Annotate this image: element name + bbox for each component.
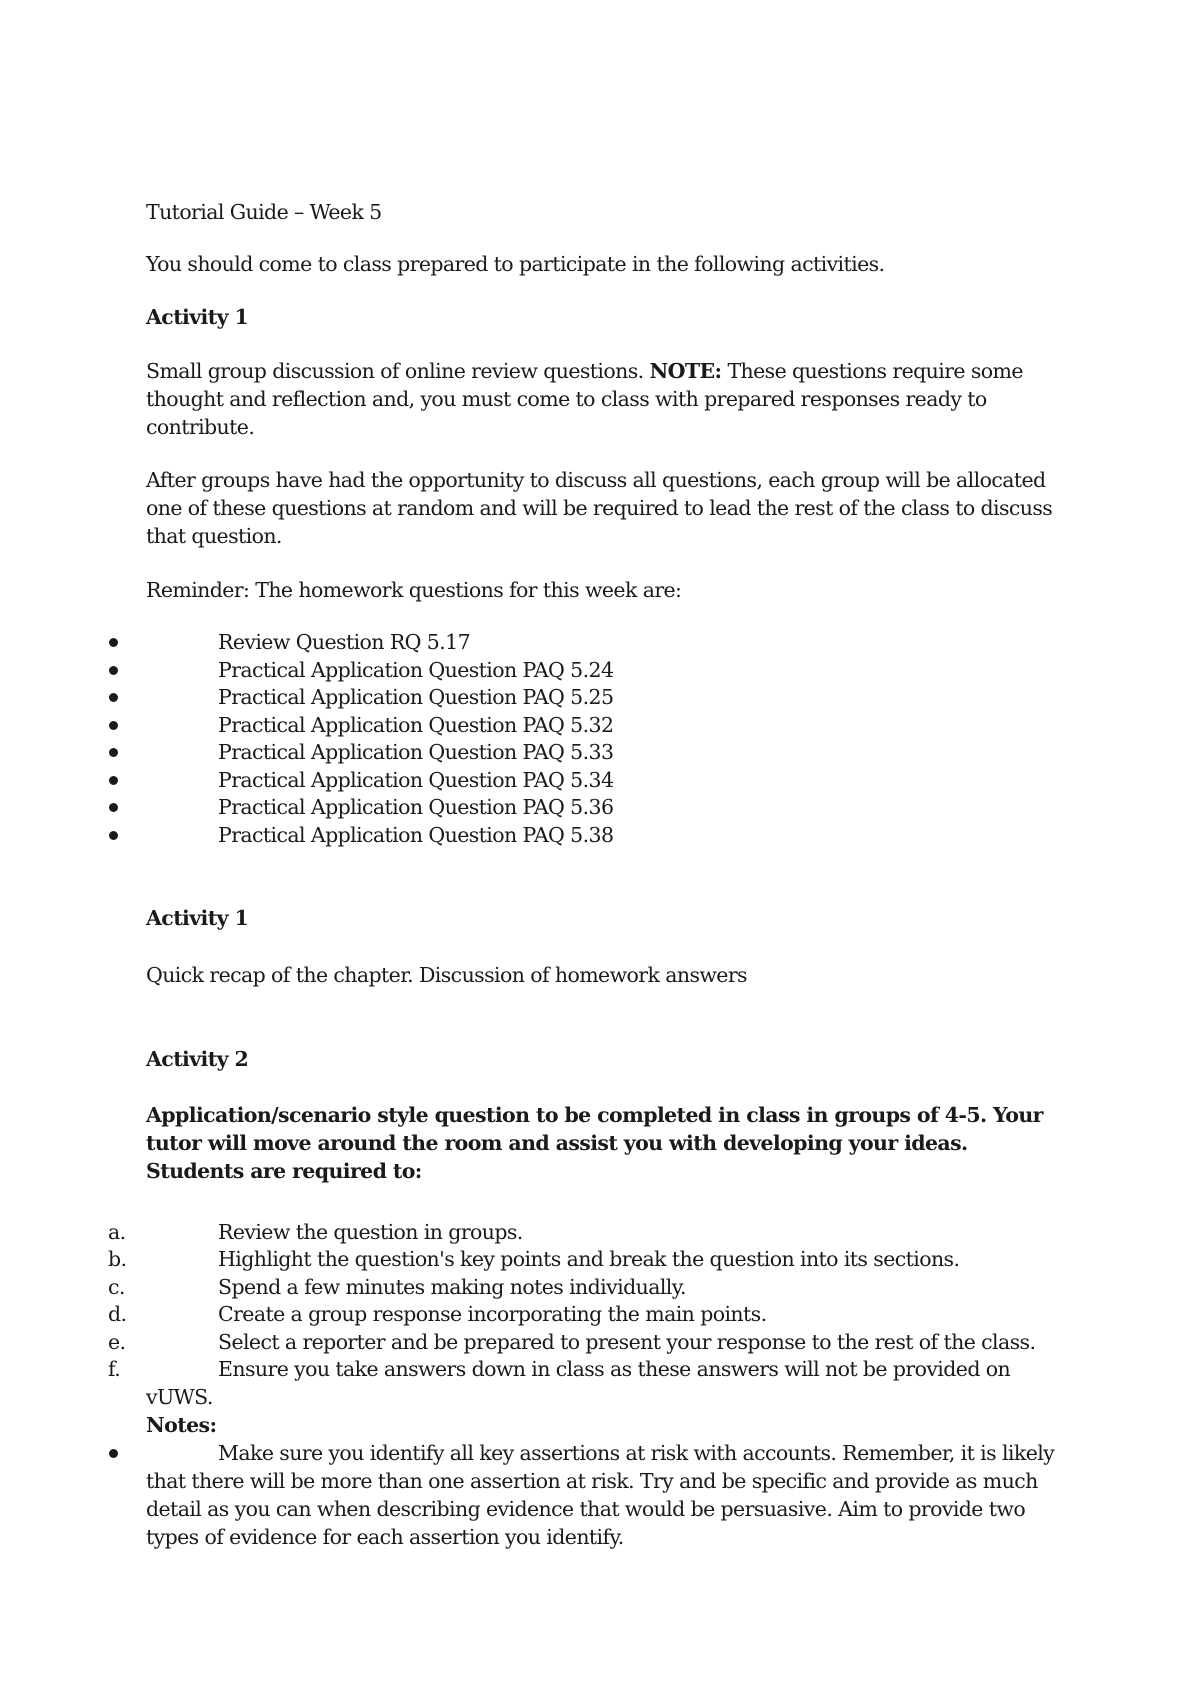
bullet-icon [109, 831, 118, 840]
step-text: Highlight the question's key points and break the question into its sections. [218, 1247, 960, 1271]
question-text: Practical Application Question PAQ 5.24 [218, 658, 614, 682]
list-item [0, 1328, 1100, 1356]
bullet-icon [109, 776, 118, 785]
note-item [0, 1439, 1100, 1551]
list-item [0, 656, 1100, 684]
activity-1-heading: Activity 1 [146, 305, 249, 329]
bullet-icon [109, 748, 118, 757]
step-label: e. [108, 1330, 126, 1354]
bullet-icon [109, 638, 118, 647]
list-item [0, 821, 1100, 849]
list-item [0, 1273, 1100, 1301]
question-text: Practical Application Question PAQ 5.25 [218, 685, 614, 709]
list-item [0, 766, 1100, 794]
notes-heading: Notes: [146, 1413, 217, 1437]
step-label: f. [108, 1357, 121, 1381]
step-text: Ensure you take answers down in class as these answers will not be provided on vUWS. [146, 1357, 1011, 1409]
step-text: Create a group response incorporating the main points. [218, 1302, 767, 1326]
note-label: NOTE: [649, 359, 722, 383]
bullet-icon [109, 666, 118, 675]
step-text: Select a reporter and be prepared to present your response to the rest of the class. [218, 1330, 1036, 1354]
question-text: Practical Application Question PAQ 5.32 [218, 713, 614, 737]
list-item [0, 1300, 1100, 1328]
list-item [0, 1218, 1100, 1246]
question-text: Practical Application Question PAQ 5.33 [218, 740, 614, 764]
list-item [0, 738, 1100, 766]
bullet-icon [109, 693, 118, 702]
reminder-text: Reminder: The homework questions for this week are: [146, 578, 682, 602]
step-text: Spend a few minutes making notes individually. [218, 1275, 686, 1299]
step-label: a. [108, 1220, 126, 1244]
list-item [0, 1355, 1100, 1411]
activity-1b-text: Quick recap of the chapter. Discussion of homework answers [146, 963, 747, 987]
intro-text: You should come to class prepared to participate in the following activities. [146, 252, 885, 276]
activity-1-paragraph-2: After groups have had the opportunity to discuss all questions, each group will be allocated one of these questions at random and will be required to lead the rest of the class to discuss that question. [146, 468, 1053, 548]
step-text: Review the question in groups. [218, 1220, 523, 1244]
list-item [0, 1245, 1100, 1273]
step-label: c. [108, 1275, 125, 1299]
activity-2-instruction: Application/scenario style question to be completed in class in groups of 4-5. Your tutor will move around the room and assist you with developing your ideas. Students are required to: [146, 1103, 1043, 1183]
list-item [0, 711, 1100, 739]
note-text: Make sure you identify all key assertions at risk with accounts. Remember, it is likely that there will be more than one assertion at risk. Try and be specific and provide as much detail as you can when describing evidence that would be persuasive. Aim to provide two types of evidence for each assertion you identify. [146, 1441, 1055, 1549]
bullet-icon [109, 721, 118, 730]
para-prefix: Small group discussion of online review questions. [146, 359, 650, 383]
question-text: Practical Application Question PAQ 5.36 [218, 795, 614, 819]
question-text: Practical Application Question PAQ 5.38 [218, 823, 614, 847]
bullet-icon [109, 803, 118, 812]
step-label: d. [108, 1302, 127, 1326]
document-title: Tutorial Guide – Week 5 [146, 200, 382, 224]
activity-1b-heading: Activity 1 [146, 906, 249, 930]
bullet-icon [109, 1449, 118, 1458]
list-item [0, 793, 1100, 821]
list-item [0, 683, 1100, 711]
activity-1-paragraph-1 [146, 357, 1066, 441]
activity-2-heading: Activity 2 [146, 1047, 249, 1071]
list-item [0, 628, 1100, 656]
para-rest: These questions require some thought and reflection and, you must come to class with prepared responses ready to contribute. [146, 359, 1023, 439]
question-text: Practical Application Question PAQ 5.34 [218, 768, 614, 792]
step-label: b. [108, 1247, 127, 1271]
question-text: Review Question RQ 5.17 [218, 630, 471, 654]
